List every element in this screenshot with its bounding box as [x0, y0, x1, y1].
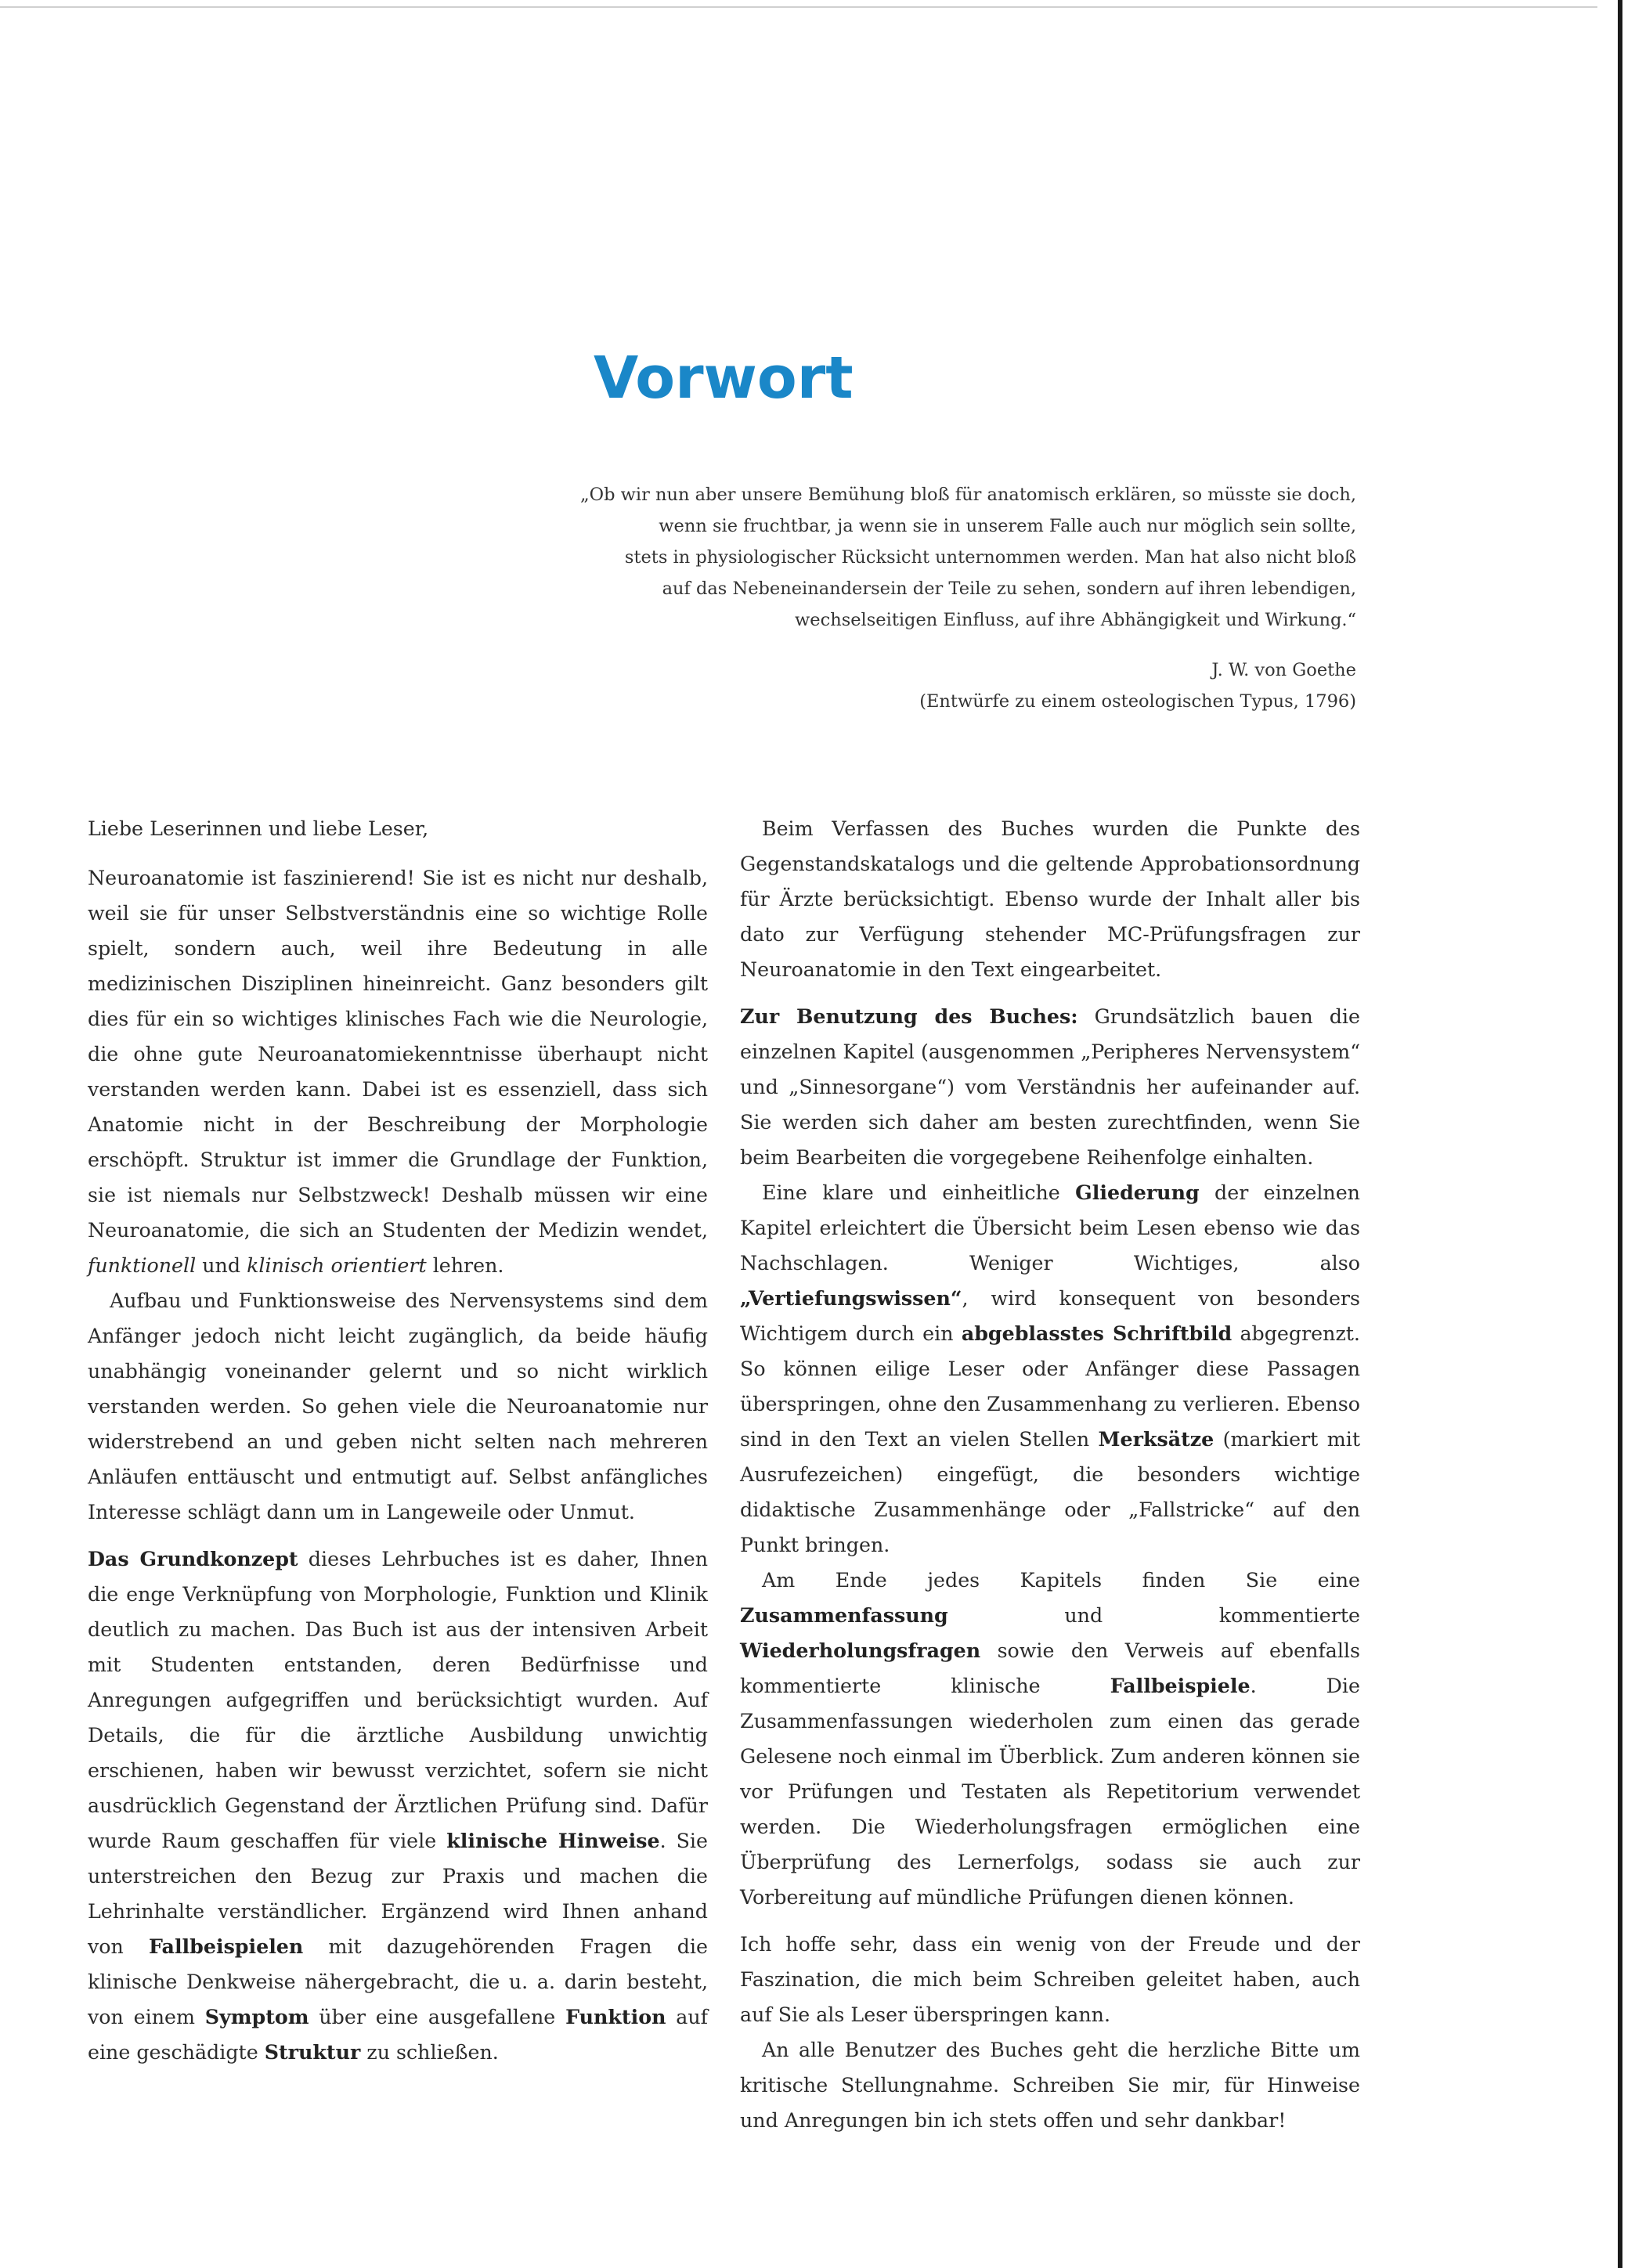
text-run: . Die Zusammenfassungen wiederholen zum einen das gerade Gelesene noch einmal im Überblick. Zum anderen können sie vor Prüfungen und Testaten als Repetitorium verwendet werden. Die Wiederholungsfragen ermöglichen eine Überprüfung des Lernerfolgs, sodass sie auch zur Vorbereitung auf mündliche Prüfungen dienen können.: [740, 1675, 1360, 1909]
bold-term: klinische Hinweise: [446, 1829, 660, 1852]
paragraph: [88, 860, 708, 1283]
bold-term: Merksätze: [1098, 1427, 1215, 1451]
bold-term: Zur Benutzung des Buches:: [740, 1004, 1078, 1028]
text-run: auf eine geschädigte: [88, 2006, 709, 2064]
bold-term: Fallbeispiele: [1110, 1674, 1251, 1697]
text-run: Grundsätzlich bauen die einzelnen Kapitel (ausgenommen „Peripheres Nervensystem“ und „Sinnesorgane“) vom Verständnis her aufeinander auf. Sie werden sich daher am besten zurechtfinden, wenn Sie beim Bearbeiten die vorgegebene Reihenfolge einhalten.: [740, 1005, 1360, 1169]
text-run: Neuroanatomie ist faszinierend! Sie ist es nicht nur deshalb, weil sie für unser Selbstverständnis eine so wichtige Rolle spielt, sondern auch, weil ihre Bedeutung in alle medizinischen Disziplinen hineinreicht. Ganz besonders gilt dies für ein so wichtiges klinisches Fach wie die Neurologie, die ohne gute Neuroanatomiekenntnisse überhaupt nicht verstanden werden kann. Dabei ist es essenziell, dass sich Anatomie nicht in der Beschreibung der Morphologie erschöpft. Struktur ist immer die Grundlage der Funktion, sie ist niemals nur Selbstzweck! Deshalb müssen wir eine Neuroanatomie, die sich an Studenten der Medizin wendet,: [88, 867, 708, 1242]
page-edge-bar: [1618, 0, 1622, 2268]
text-run: Am Ende jedes Kapitels finden Sie eine: [762, 1569, 1360, 1592]
paragraph: [740, 999, 1360, 1175]
text-run: , wird konsequent von besonders Wichtigem durch ein: [740, 1287, 1360, 1345]
bold-term: Gliederung: [1075, 1181, 1200, 1204]
text-run: . Sie unterstreichen den Bezug zur Praxis und machen die Lehrinhalte verständlicher. Ergänzend wird Ihnen anhand von: [88, 1830, 708, 1958]
bold-term: Struktur: [264, 2040, 361, 2064]
text-run: sowie den Verweis auf ebenfalls kommentierte klinische: [740, 1639, 1360, 1697]
epigraph-author: J. W. von Goethe: [1211, 660, 1356, 680]
text-run: dieses Lehrbuches ist es daher, Ihnen die enge Verknüpfung von Morphologie, Funktion und Klinik deutlich zu machen. Das Buch ist aus der intensiven Arbeit mit Studenten entstanden, deren Bedürfnisse und Anregungen aufgegriffen und berücksichtigt wurden. Auf Details, die für die ärztliche Ausbildung unwichtig erschienen, haben wir bewusst verzichtet, sofern sie nicht ausdrücklich Gegenstand der Ärztlichen Prüfung sind. Dafür wurde Raum geschaffen für viele: [88, 1548, 709, 1852]
bold-term: Zusammenfassung: [740, 1603, 948, 1627]
text-run: abgegrenzt. So können eilige Leser oder Anfänger diese Passagen überspringen, ohne den Zusammenhang zu verlieren. Ebenso sind in den Text an vielen Stellen: [740, 1322, 1360, 1451]
epigraph-source: (Entwürfe zu einem osteologischen Typus, 1796): [919, 691, 1356, 712]
epigraph-line: „Ob wir nun aber unsere Bemühung bloß für anatomisch erklären, so müsste sie doch,: [580, 485, 1356, 505]
bold-term: Wiederholungsfragen: [740, 1639, 981, 1662]
epigraph-line: stets in physiologischer Rücksicht unternommen werden. Man hat also nicht bloß: [624, 547, 1356, 568]
page-title: Vorwort: [594, 344, 854, 412]
text-run: und kommentierte: [1064, 1604, 1360, 1627]
paragraph: Beim Verfassen des Buches wurden die Punkte des Gegenstandskatalogs und die geltende Approbationsordnung für Ärzte berücksichtigt. Ebenso wurde der Inhalt aller bis dato zur Verfügung stehender MC-Prüfungsfragen zur Neuroanatomie in den Text eingearbeitet.: [740, 817, 1360, 981]
epigraph-line: wechselseitigen Einfluss, auf ihre Abhängigkeit und Wirkung.“: [795, 610, 1356, 630]
text-run: Eine klare und einheitliche: [762, 1181, 1060, 1204]
bold-term: Symptom: [204, 2005, 309, 2028]
text-run: und: [202, 1254, 241, 1277]
epigraph-line: wenn sie fruchtbar, ja wenn sie in unserem Falle auch nur möglich sein sollte,: [659, 516, 1356, 536]
bold-term: Fallbeispielen: [148, 1934, 304, 1958]
paragraph: An alle Benutzer des Buches geht die herzliche Bitte um kritische Stellungnahme. Schreiben Sie mir, für Hinweise und Anregungen bin ich stets offen und sehr dankbar!: [740, 2039, 1360, 2132]
text-run: (markiert mit Ausrufezeichen) eingefügt, die besonders wichtige didaktische Zusammenhänge oder „Fallstricke“ auf den Punkt bringen.: [740, 1428, 1360, 1556]
text-run: der einzelnen Kapitel erleichtert die Übersicht beim Lesen ebenso wie das Nachschlagen. Weniger Wichtiges, also: [740, 1181, 1360, 1275]
bold-term: Funktion: [565, 2005, 666, 2028]
emphasis: funktionell: [88, 1254, 197, 1277]
text-run: mit dazugehörenden Fragen die klinische Denkweise nähergebracht, die u. a. darin besteht, von einem: [88, 1935, 708, 2028]
text-run: über eine ausgefallene: [319, 2006, 556, 2028]
bold-term: „Vertiefungswissen“: [740, 1286, 962, 1310]
right-column: [740, 811, 1360, 2138]
paragraph: [740, 1175, 1360, 1563]
top-divider: [0, 6, 1597, 8]
paragraph: [88, 1541, 708, 2070]
epigraph-line: auf das Nebeneinandersein der Teile zu sehen, sondern auf ihren lebendigen,: [662, 579, 1356, 599]
text-run: lehren.: [432, 1254, 504, 1277]
epigraph-attribution: [532, 654, 1356, 717]
paragraph: [740, 1563, 1360, 1915]
paragraph: Aufbau und Funktionsweise des Nervensystems sind dem Anfänger jedoch nicht leicht zugänglich, da beide häufig unabhängig voneinander gelernt und so nicht wirklich verstanden werden. So gehen viele die Neuroanatomie nur widerstrebend an und geben nicht selten nach mehreren Anläufen enttäuscht und entmutigt auf. Selbst anfängliches Interesse schlägt dann um in Langeweile oder Unmut.: [88, 1289, 708, 1523]
paragraph: Ich hoffe sehr, dass ein wenig von der Freude und der Faszination, die mich beim Schreiben geleitet haben, auch auf Sie als Leser überspringen kann.: [740, 1933, 1360, 2026]
left-column: [88, 811, 708, 2070]
text-run: zu schließen.: [366, 2041, 499, 2064]
salutation: Liebe Leserinnen und liebe Leser,: [88, 817, 429, 840]
bold-term: abgeblasstes Schriftbild: [961, 1321, 1233, 1345]
emphasis: klinisch orientiert: [247, 1254, 427, 1277]
bold-term: Das Grundkonzept: [88, 1547, 298, 1570]
epigraph: [532, 479, 1356, 717]
